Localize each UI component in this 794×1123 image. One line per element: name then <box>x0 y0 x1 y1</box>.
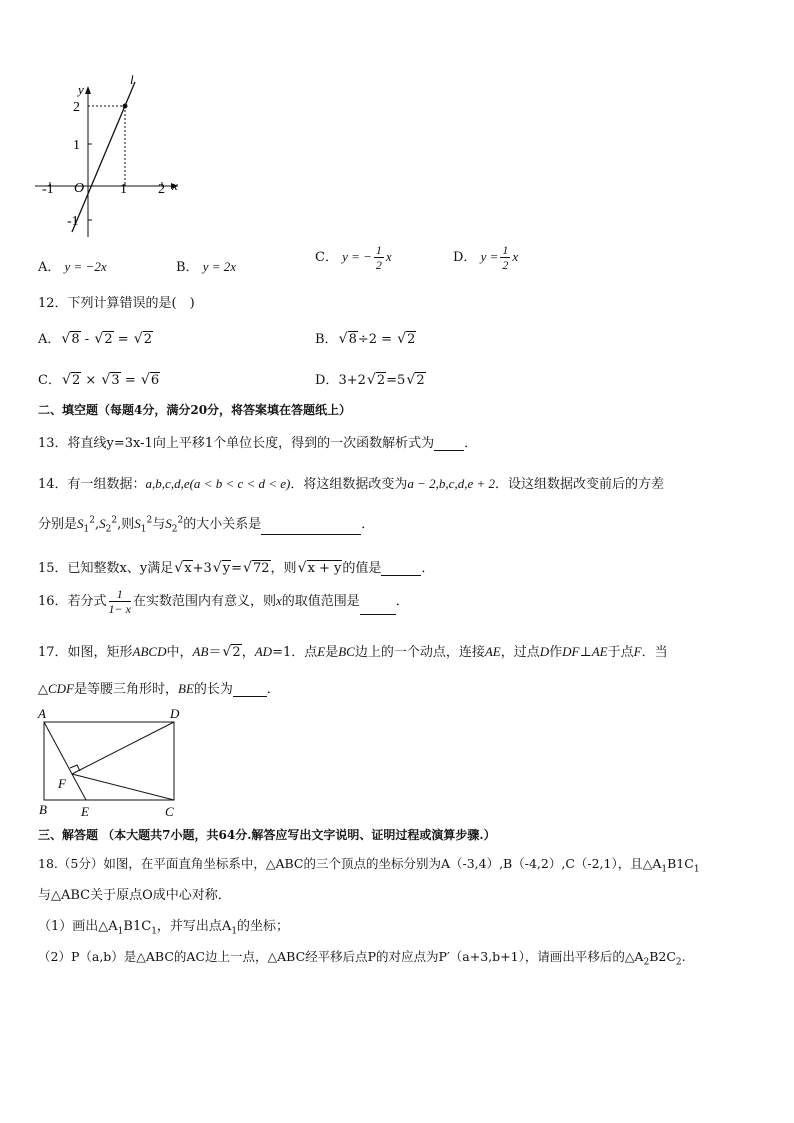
q18-line2: 与△ABC关于原点O成中心对称． <box>38 888 231 903</box>
label-c: C <box>165 804 174 819</box>
q11-option-a[interactable] <box>38 256 107 275</box>
q14-line2: 分别是$S_1^2,S_2^2$,则$S_1^2$与$S_2^2$的大小关系是 ． <box>38 515 375 535</box>
tick-y-1: 1 <box>73 138 80 153</box>
tick-x-1: 1 <box>120 182 127 197</box>
x-label: x <box>172 178 178 193</box>
q14-line1: 14．有一组数据：a,b,c,d,e(a < b < c < d < e)．将这组数据改变为a − 2,b,c,d,e + 2．设这组数据改变前后的方差 <box>38 476 665 492</box>
q18-line1: 18.（5分）如图，在平面直角坐标系中，△ABC的三个顶点的坐标分别为A（-3,4）,B（-4,2）,C（-2,1），且$\triangle A_1B1C_1$ <box>38 856 700 875</box>
point <box>123 104 128 109</box>
option-expr: y = <box>480 249 499 264</box>
q11-option-c[interactable]: C． y = − $\frac{1}{2}$ x <box>315 243 392 272</box>
q12-option-c[interactable]: C．√ 2 × √ 3 = √ 6 <box>38 369 160 388</box>
q11-option-d[interactable]: D． y = $\frac{1}{2}$ x <box>453 243 519 272</box>
l-label: l <box>130 72 134 87</box>
option-expr: y = − <box>342 249 372 264</box>
q11-graph <box>30 72 190 242</box>
q16: 16．若分式 $\frac{1}{1- x}$ 在实数范围内有意义，则x的取值范围是 ． <box>38 587 409 616</box>
label-a: A <box>38 706 46 721</box>
fraction: $\frac{1}{1- x}$ <box>108 587 131 616</box>
option-expr: y = −2x <box>64 259 107 274</box>
label-e: E <box>81 804 89 819</box>
q12-option-b[interactable]: B．√ 8÷2 = √ 2 <box>315 328 416 347</box>
section-3-heading: 三、解答题 （本大题共7小题，共64分.解答应写出文字说明、证明过程或演算步骤.） <box>38 828 496 842</box>
option-label: D． <box>453 250 477 265</box>
q13: 13．将直线y=3x-1向上平移1个单位长度，得到的一次函数解析式为 ． <box>38 436 478 451</box>
y-label: y <box>78 82 84 97</box>
label-b: B <box>39 802 47 817</box>
q18-part2: （2）P（a,b）是△ABC的AC边上一点，△ABC经平移后点P的对应点为P′（a+3,b+1），请画出平移后的$\triangle A_2B2C_2$. <box>38 949 686 968</box>
option-expr: y = 2x <box>202 259 237 274</box>
q15: 15．已知整数x、y满足√ x+3√ y=√ 72，则√ x + y的值是 ． <box>38 557 434 576</box>
y-axis-arrow <box>85 86 91 94</box>
tick-y-neg1: -1 <box>67 214 79 229</box>
segment-df <box>72 722 174 774</box>
tick-x-2: 2 <box>158 182 165 197</box>
section-2-heading: 二、填空题（每题4分，满分20分，将答案填在答题纸上） <box>38 403 352 417</box>
origin-label: O <box>74 181 85 196</box>
q12-option-a[interactable]: A．√ 8 - √ 2 = √ 2 <box>38 328 153 347</box>
label-f: F <box>58 776 66 791</box>
segment-fc <box>72 774 174 800</box>
fraction: $\frac{1}{2}$ <box>375 243 382 272</box>
option-label: C． <box>315 250 338 265</box>
right-angle-mark <box>70 765 80 771</box>
label-d: D <box>170 706 180 721</box>
option-label: A． <box>38 260 61 275</box>
q11-option-b[interactable] <box>176 256 236 275</box>
q17-line1: 17．如图，矩形ABCD中，AB＝√ 2，AD=1．点E是BC边上的一个动点，连接AE，过点D作DF⊥AE于点F．当 <box>38 641 668 660</box>
option-label: B． <box>176 260 199 275</box>
q12-option-d[interactable]: D．3+2√ 2=5√ 2 <box>315 369 426 388</box>
q17-figure <box>30 704 190 822</box>
tick-y-2: 2 <box>73 100 80 115</box>
tick-x-neg1: -1 <box>42 182 54 197</box>
q12-stem: 12．下列计算错误的是( ) <box>38 296 195 311</box>
q17-line2: △CDF是等腰三角形时，BE的长为 ． <box>38 681 280 697</box>
fraction: $\frac{1}{2}$ <box>502 243 509 272</box>
q18-part1: （1）画出$\triangle A_1B1C_1$，并写出点$A_1$的坐标； <box>38 919 290 937</box>
